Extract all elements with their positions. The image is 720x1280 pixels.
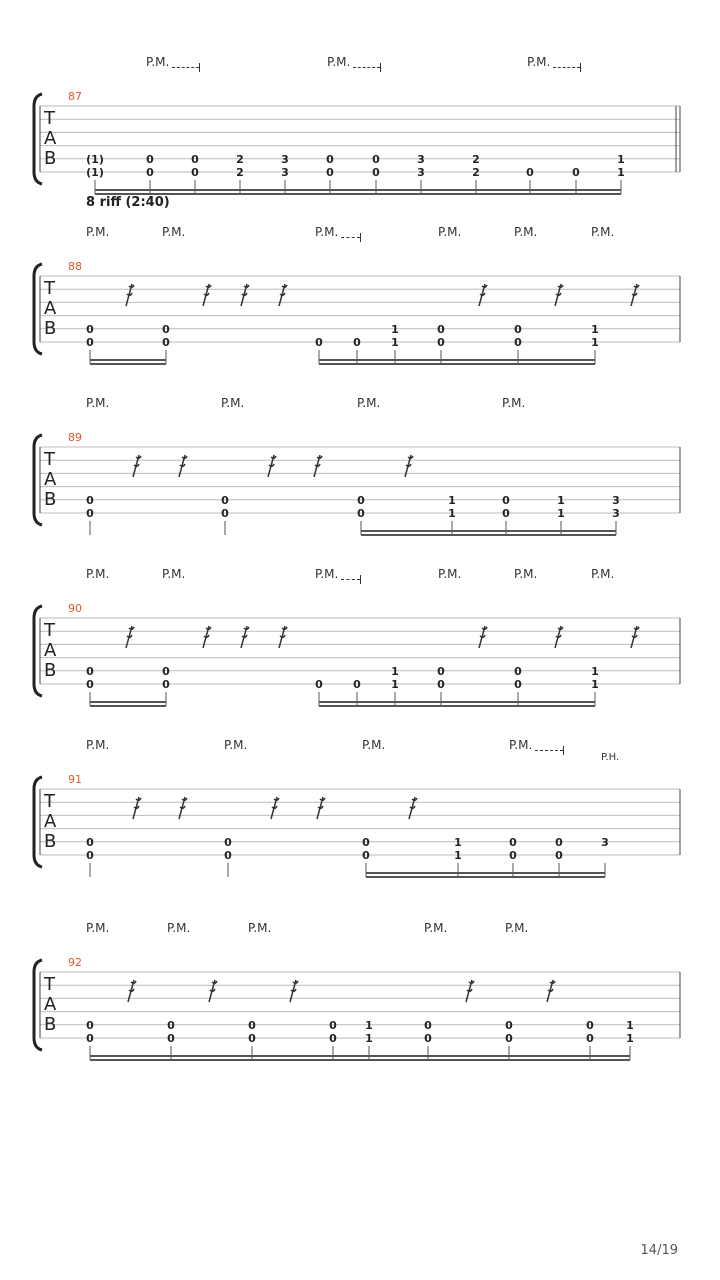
section-label: 8 riff (2:40): [86, 195, 170, 210]
fret-number: 1: [454, 849, 462, 862]
tab-clef-letter: B: [44, 318, 57, 339]
palm-mute-label: P.M.: [315, 567, 339, 581]
tab-clef-letter: B: [44, 660, 57, 681]
fret-number: 3: [612, 493, 620, 507]
palm-mute-label: P.M.: [224, 738, 248, 752]
palm-mute-label: P.M.: [514, 225, 538, 239]
fret-number: 0: [224, 835, 232, 849]
fret-number: 0: [572, 166, 580, 179]
palm-mute-label: P.M.: [438, 225, 462, 239]
tab-clef-letter: T: [44, 974, 55, 995]
fret-number: 0: [505, 1018, 513, 1032]
fret-number: 1: [617, 152, 625, 166]
palm-mute-label: P.M.: [424, 921, 448, 935]
fret-number: 1: [391, 678, 399, 691]
fret-number: 0: [86, 1032, 94, 1045]
tab-clef-letter: A: [44, 469, 57, 490]
fret-number: 1: [448, 507, 456, 520]
palm-mute-label: P.M.: [162, 225, 186, 239]
fret-number: 0: [437, 678, 445, 691]
fret-number: 1: [454, 835, 462, 849]
fret-number: 3: [281, 152, 289, 166]
fret-number: 0: [86, 322, 94, 336]
fret-number: 0: [86, 835, 94, 849]
fret-number: 0: [362, 835, 370, 849]
fret-number: 0: [326, 166, 334, 179]
fret-number: 0: [502, 493, 510, 507]
palm-mute-label: P.M.: [502, 396, 526, 410]
fret-number: 0: [167, 1018, 175, 1032]
tab-clef-letter: A: [44, 640, 57, 661]
palm-mute-label: P.M.: [362, 738, 386, 752]
palm-mute-label: P.M.: [146, 55, 170, 69]
palm-mute-label: P.M.: [86, 567, 110, 581]
fret-number: 1: [365, 1018, 373, 1032]
fret-number: 2: [472, 152, 480, 166]
palm-mute-label: P.M.: [315, 225, 339, 239]
fret-number: 1: [591, 678, 599, 691]
measure-number: 91: [68, 773, 82, 786]
fret-number: 0: [514, 664, 522, 678]
fret-number: 1: [591, 664, 599, 678]
fret-number: 0: [162, 664, 170, 678]
fret-number: 1: [591, 322, 599, 336]
fret-number: 0: [167, 1032, 175, 1045]
fret-number: 0: [191, 152, 199, 166]
fret-number: 0: [86, 336, 94, 349]
fret-number: 0: [509, 835, 517, 849]
fret-number: 0: [372, 152, 380, 166]
fret-number: 0: [162, 322, 170, 336]
tab-clef-letter: T: [44, 620, 55, 641]
tab-clef-letter: B: [44, 1014, 57, 1035]
tab-clef-letter: T: [44, 449, 55, 470]
palm-mute-label: P.M.: [327, 55, 351, 69]
fret-number: 1: [591, 336, 599, 349]
fret-number: 0: [362, 849, 370, 862]
fret-number: 0: [224, 849, 232, 862]
fret-number: 0: [162, 336, 170, 349]
fret-number: 1: [557, 507, 565, 520]
tab-clef-letter: T: [44, 108, 55, 129]
fret-number: 0: [86, 493, 94, 507]
fret-number: 0: [514, 322, 522, 336]
fret-number: 0: [353, 678, 361, 691]
fret-number: 1: [365, 1032, 373, 1045]
fret-number: 0: [437, 664, 445, 678]
fret-number: 0: [514, 678, 522, 691]
palm-mute-label: P.M.: [591, 225, 615, 239]
fret-number: 0: [329, 1032, 337, 1045]
fret-number: 0: [221, 507, 229, 520]
fret-number: 0: [146, 166, 154, 179]
pinch-harmonic-label: P.H.: [601, 752, 620, 763]
tab-clef-letter: B: [44, 489, 57, 510]
fret-number: 0: [424, 1032, 432, 1045]
fret-number: 2: [236, 166, 244, 179]
palm-mute-label: P.M.: [248, 921, 272, 935]
fret-number: 0: [437, 336, 445, 349]
fret-number: 0: [437, 322, 445, 336]
fret-number: 0: [329, 1018, 337, 1032]
fret-number: 0: [424, 1018, 432, 1032]
fret-number: 0: [315, 678, 323, 691]
fret-number: 0: [86, 849, 94, 862]
palm-mute-label: P.M.: [162, 567, 186, 581]
fret-number: 0: [555, 849, 563, 862]
palm-mute-label: P.M.: [221, 396, 245, 410]
fret-number: 1: [626, 1018, 634, 1032]
fret-number: 0: [86, 664, 94, 678]
tab-clef-letter: A: [44, 811, 57, 832]
palm-mute-label: P.M.: [86, 738, 110, 752]
fret-number: 0: [514, 336, 522, 349]
fret-number: 0: [586, 1018, 594, 1032]
fret-number: (1): [86, 166, 104, 179]
tab-clef-letter: A: [44, 128, 57, 149]
fret-number: 0: [221, 493, 229, 507]
fret-number: 0: [248, 1032, 256, 1045]
measure-number: 87: [68, 90, 82, 103]
palm-mute-label: P.M.: [591, 567, 615, 581]
fret-number: 1: [391, 664, 399, 678]
measure-number: 89: [68, 431, 82, 444]
tab-clef-letter: B: [44, 831, 57, 852]
fret-number: 1: [391, 322, 399, 336]
fret-number: 0: [86, 678, 94, 691]
fret-number: 1: [626, 1032, 634, 1045]
palm-mute-label: P.M.: [438, 567, 462, 581]
fret-number: 1: [391, 336, 399, 349]
fret-number: 0: [353, 336, 361, 349]
fret-number: 0: [357, 493, 365, 507]
palm-mute-label: P.M.: [86, 396, 110, 410]
fret-number: (1): [86, 152, 104, 166]
fret-number: 3: [612, 507, 620, 520]
palm-mute-label: P.M.: [357, 396, 381, 410]
fret-number: 0: [555, 835, 563, 849]
fret-number: 2: [236, 152, 244, 166]
fret-number: 3: [417, 152, 425, 166]
palm-mute-label: P.M.: [86, 225, 110, 239]
fret-number: 0: [526, 166, 534, 179]
palm-mute-label: P.M.: [505, 921, 529, 935]
tab-clef-letter: T: [44, 791, 55, 812]
fret-number: 0: [509, 849, 517, 862]
fret-number: 0: [86, 507, 94, 520]
fret-number: 0: [191, 166, 199, 179]
tab-clef-letter: T: [44, 278, 55, 299]
measure-number: 92: [68, 956, 82, 969]
fret-number: 0: [586, 1032, 594, 1045]
fret-number: 0: [315, 336, 323, 349]
fret-number: 0: [372, 166, 380, 179]
palm-mute-label: P.M.: [86, 921, 110, 935]
tab-clef-letter: B: [44, 148, 57, 169]
palm-mute-label: P.M.: [527, 55, 551, 69]
fret-number: 0: [357, 507, 365, 520]
palm-mute-label: P.M.: [167, 921, 191, 935]
fret-number: 1: [617, 166, 625, 179]
fret-number: 0: [162, 678, 170, 691]
palm-mute-label: P.M.: [514, 567, 538, 581]
fret-number: 3: [601, 835, 609, 849]
fret-number: 0: [326, 152, 334, 166]
fret-number: 1: [557, 493, 565, 507]
measure-number: 88: [68, 260, 82, 273]
palm-mute-label: P.M.: [509, 738, 533, 752]
tab-clef-letter: A: [44, 298, 57, 319]
fret-number: 0: [86, 1018, 94, 1032]
fret-number: 0: [248, 1018, 256, 1032]
fret-number: 1: [448, 493, 456, 507]
page-number: 14/19: [640, 1243, 678, 1258]
system-bracket: [34, 960, 42, 1050]
fret-number: 2: [472, 166, 480, 179]
fret-number: 0: [505, 1032, 513, 1045]
fret-number: 3: [281, 166, 289, 179]
tab-clef-letter: A: [44, 994, 57, 1015]
fret-number: 0: [146, 152, 154, 166]
fret-number: 3: [417, 166, 425, 179]
fret-number: 0: [502, 507, 510, 520]
measure-number: 90: [68, 602, 82, 615]
